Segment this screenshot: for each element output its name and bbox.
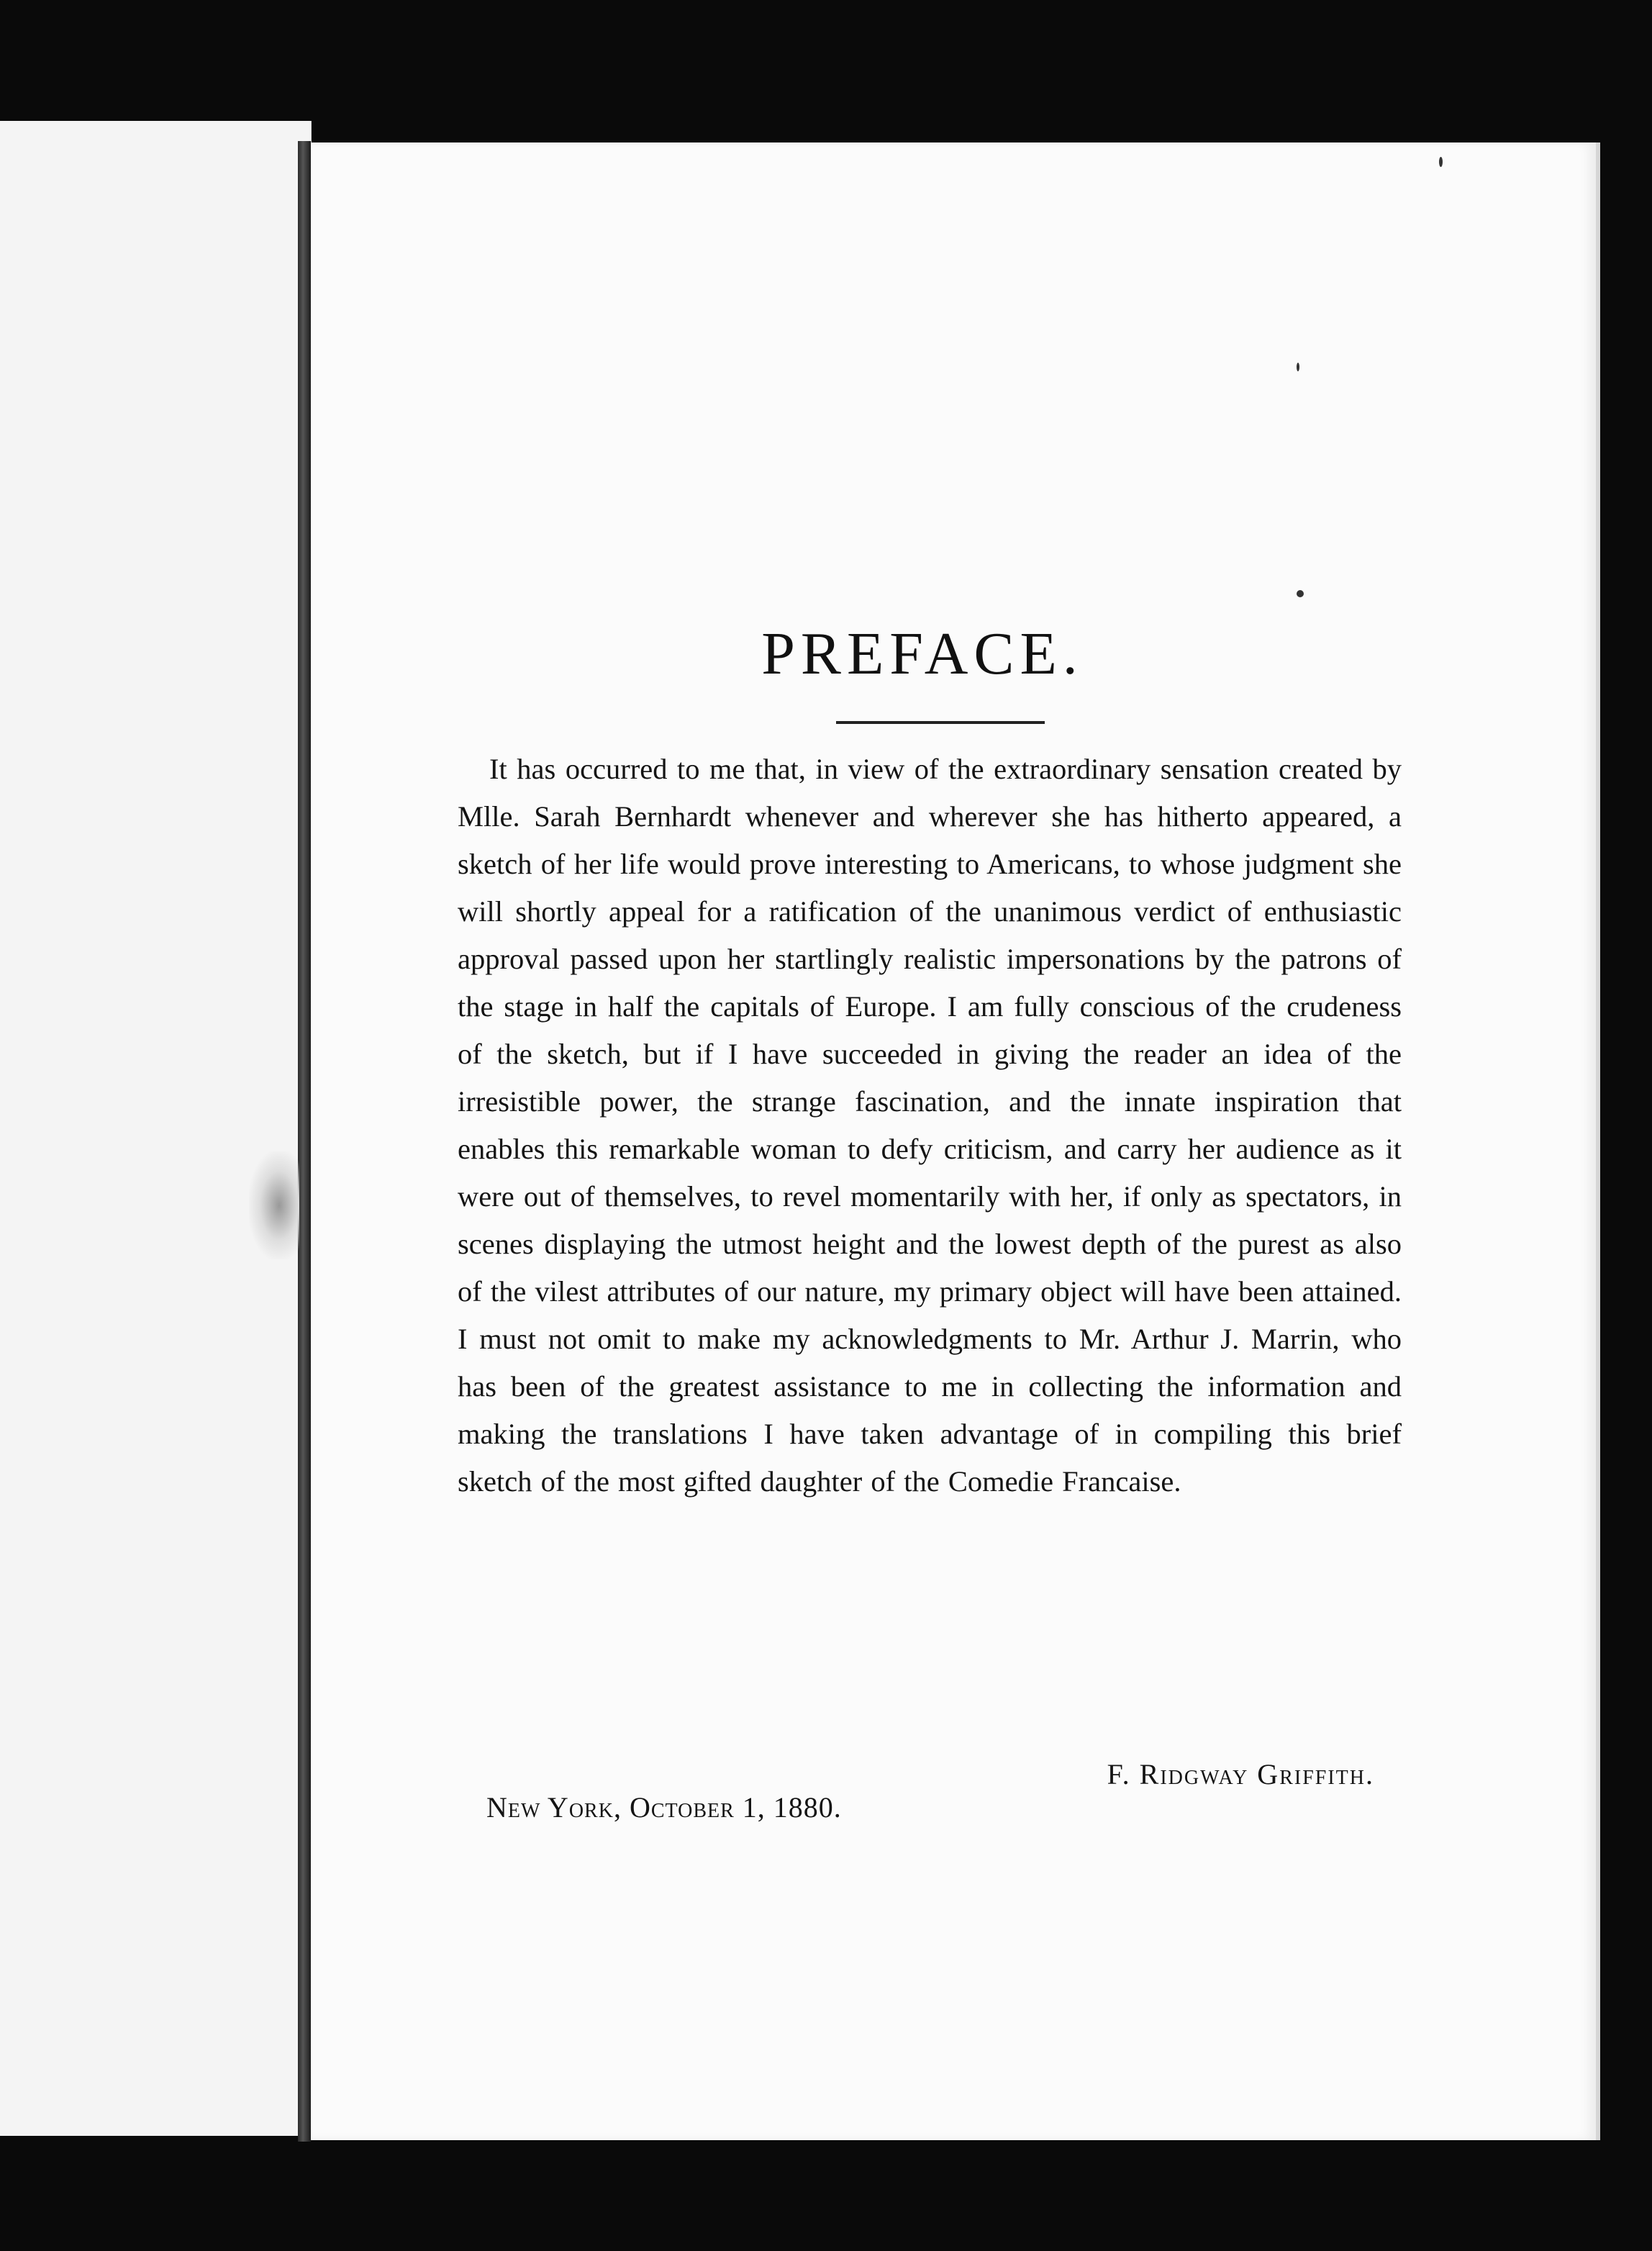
preface-body-paragraph: It has occurred to me that, in view of the extraordinary sensation created by Mlle. Sarah Bernhardt whenever and wherever she has hitherto appeared, a sketch of her life would prove interesting to Americans, to whose judgment she will shortly appeal for a ratification of the unanimous verdict of enthusiastic approval passed upon her startlingly realistic impersonations by the patrons of the stage in half the capitals of Europe. I am fully conscious of the crudeness of the sketch, but if I have succeeded in giving the reader an idea of the irresistible power, the strange fascination, and the innate inspiration that enables this remarkable woman to defy criticism, and carry her audience as it were out of themselves, to revel momentarily with her, if only as spectators, in scenes displaying the utmost height and the lowest depth of the purest as also of the vilest attributes of our nature, my primary object will have been attained. I must not omit to make my acknowledgments to Mr. Arthur J. Marrin, who has been of the greatest assistance to me in collecting the information and making the translations I have taken advantage of in compiling this brief sketch of the most gifted daughter of the Comedie Francaise. bbox=[458, 753, 1402, 1498]
title-divider-rule bbox=[836, 721, 1045, 724]
scan-speck bbox=[1297, 590, 1304, 597]
book-spine-gutter bbox=[298, 141, 311, 2142]
scan-speck bbox=[1439, 157, 1443, 167]
scan-speck bbox=[1297, 363, 1299, 371]
page-title: PREFACE. bbox=[761, 620, 1084, 687]
place-date-line: New York, October 1, 1880. bbox=[486, 1791, 842, 1824]
facing-page-left bbox=[0, 121, 312, 2136]
spine-tear-mark bbox=[249, 1151, 299, 1259]
author-signature: F. Ridgway Griffith. bbox=[1107, 1758, 1374, 1790]
preface-page bbox=[311, 142, 1600, 2140]
